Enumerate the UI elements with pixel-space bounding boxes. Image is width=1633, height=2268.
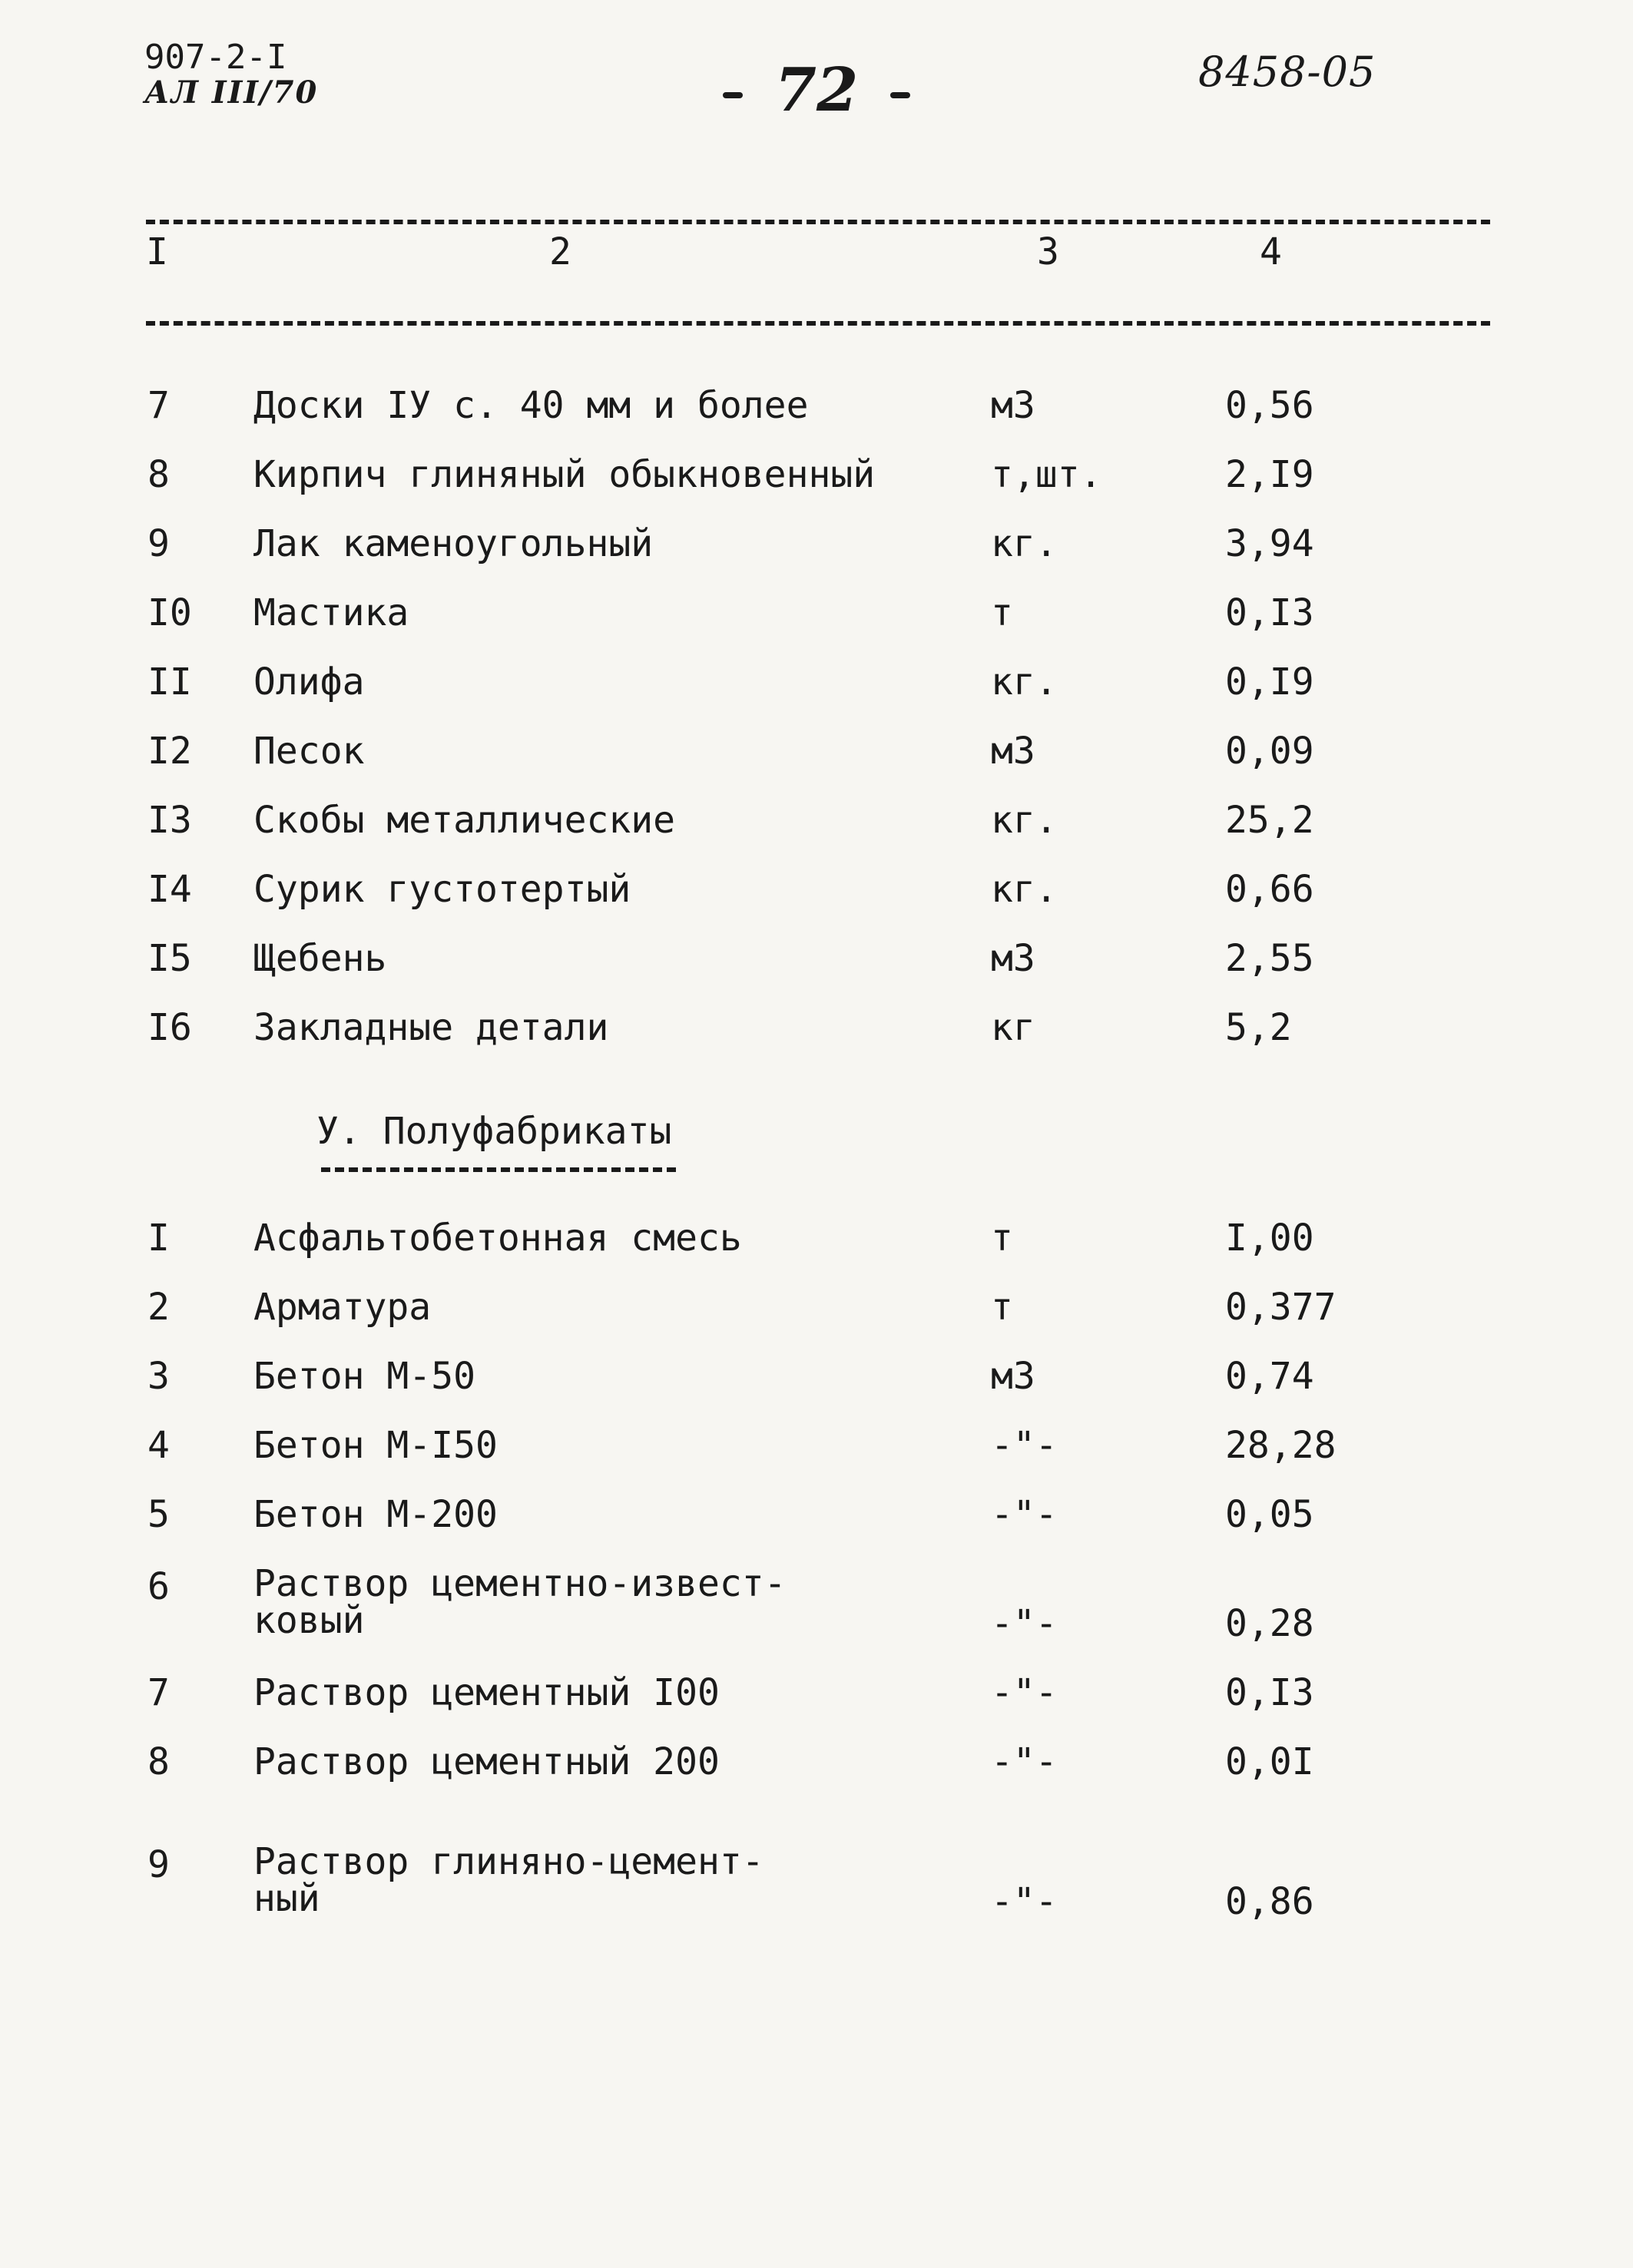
table-row: [0, 522, 1633, 584]
row-quantity: 0,56: [1225, 384, 1314, 427]
row-number: 9: [147, 522, 170, 565]
row-name: Сурик густотертый: [253, 868, 631, 911]
row-number: I6: [147, 1006, 192, 1049]
row-number: 2: [147, 1286, 170, 1329]
row-unit: м3: [991, 1355, 1035, 1398]
table-row: [0, 1424, 1633, 1485]
row-unit: кг.: [991, 799, 1058, 842]
row-name: Асфальтобетонная смесь: [253, 1217, 742, 1260]
row-quantity: 0,0I: [1225, 1740, 1314, 1783]
row-quantity: 0,05: [1225, 1493, 1314, 1536]
row-name: Мастика: [253, 591, 409, 634]
column-header-3: 3: [1037, 230, 1059, 273]
row-name: Щебень: [253, 937, 387, 980]
row-number: I: [147, 1217, 170, 1260]
row-name: Арматура: [253, 1286, 432, 1329]
row-number: 7: [147, 1671, 170, 1714]
row-number: I2: [147, 730, 192, 773]
row-number: 3: [147, 1355, 170, 1398]
table-row: [0, 1006, 1633, 1068]
row-name: Лак каменоугольный: [253, 522, 654, 565]
table-row: [0, 1355, 1633, 1416]
row-number: 8: [147, 1740, 170, 1783]
row-name: Доски IУ с. 40 мм и более: [253, 384, 809, 427]
row-quantity: 3,94: [1225, 522, 1314, 565]
page-number-dash-left: [723, 92, 743, 98]
row-quantity: 25,2: [1225, 799, 1314, 842]
table-row: [0, 1217, 1633, 1278]
table-row: [0, 1562, 1633, 1650]
row-quantity: 5,2: [1225, 1006, 1292, 1049]
table-row: [0, 1840, 1633, 1928]
row-unit: -"-: [991, 1740, 1058, 1783]
row-unit: т: [991, 1286, 1013, 1329]
archive-number: 8458-05: [1198, 48, 1376, 96]
table-row: [0, 1671, 1633, 1733]
row-name-line2: ковый: [253, 1599, 365, 1642]
row-name: Бетон М-50: [253, 1355, 475, 1398]
section-title-underline: [321, 1167, 676, 1172]
row-name: [253, 1562, 787, 1642]
row-number: 8: [147, 453, 170, 496]
table-row: [0, 1286, 1633, 1347]
row-quantity: 2,55: [1225, 937, 1314, 980]
row-quantity: 2,I9: [1225, 453, 1314, 496]
row-number: I4: [147, 868, 192, 911]
row-unit: кг.: [991, 522, 1058, 565]
row-unit: м3: [991, 937, 1035, 980]
row-name: Бетон М-I50: [253, 1424, 498, 1467]
row-quantity: 28,28: [1225, 1424, 1337, 1467]
row-unit: т: [991, 591, 1013, 634]
row-number: I3: [147, 799, 192, 842]
row-unit: -"-: [991, 1880, 1058, 1923]
page-number-dash-right: [890, 92, 910, 98]
row-number: I5: [147, 937, 192, 980]
row-unit: -"-: [991, 1493, 1058, 1536]
table-row: [0, 799, 1633, 860]
row-quantity: 0,28: [1225, 1602, 1314, 1645]
row-unit: кг: [991, 1006, 1035, 1049]
document-code-line1: 907-2-I: [144, 38, 287, 77]
row-unit: т,шт.: [991, 453, 1102, 496]
row-number: 5: [147, 1493, 170, 1536]
table-row: [0, 591, 1633, 653]
row-name-line1: Раствор глиняно-цемент-: [253, 1840, 764, 1883]
table-row: [0, 661, 1633, 722]
table-row: [0, 937, 1633, 998]
row-unit: м3: [991, 384, 1035, 427]
column-header-2: 2: [549, 230, 571, 273]
row-unit: т: [991, 1217, 1013, 1260]
column-header-1: I: [146, 230, 168, 273]
row-unit: -"-: [991, 1602, 1058, 1645]
row-quantity: 0,74: [1225, 1355, 1314, 1398]
table-row: [0, 384, 1633, 445]
row-quantity: 0,I3: [1225, 1671, 1314, 1714]
row-number: I0: [147, 591, 192, 634]
row-number: 4: [147, 1424, 170, 1467]
table-row: [0, 868, 1633, 929]
row-name: Закладные детали: [253, 1006, 609, 1049]
table-row: [0, 730, 1633, 791]
page-number-value: 72: [774, 55, 859, 125]
row-quantity: 0,09: [1225, 730, 1314, 773]
row-name: Песок: [253, 730, 365, 773]
table-row: [0, 1740, 1633, 1802]
row-name: Скобы металлические: [253, 799, 676, 842]
table-row: [0, 453, 1633, 515]
table-header-rule: [146, 321, 1490, 326]
row-number: II: [147, 661, 192, 704]
row-unit: кг.: [991, 661, 1058, 704]
row-unit: -"-: [991, 1671, 1058, 1714]
row-name: Бетон М-200: [253, 1493, 498, 1536]
page-number: [0, 55, 1633, 125]
row-name: [253, 1840, 764, 1920]
row-name: Раствор цементный 200: [253, 1740, 720, 1783]
column-header-4: 4: [1260, 230, 1282, 273]
row-unit: м3: [991, 730, 1035, 773]
row-quantity: 0,86: [1225, 1880, 1314, 1923]
row-name: Олифа: [253, 661, 365, 704]
row-quantity: 0,I9: [1225, 661, 1314, 704]
row-quantity: I,00: [1225, 1217, 1314, 1260]
row-quantity: 0,I3: [1225, 591, 1314, 634]
row-unit: кг.: [991, 868, 1058, 911]
row-number: 6: [147, 1565, 170, 1608]
row-name-line1: Раствор цементно-извест-: [253, 1562, 787, 1605]
section-title: У. Полуфабрикаты: [316, 1110, 672, 1153]
row-number: 7: [147, 384, 170, 427]
row-name: Раствор цементный I00: [253, 1671, 720, 1714]
row-number: 9: [147, 1843, 170, 1886]
row-unit: -"-: [991, 1424, 1058, 1467]
row-name-line2: ный: [253, 1877, 320, 1920]
row-name: Кирпич глиняный обыкновенный: [253, 453, 876, 496]
table-top-rule: [146, 220, 1490, 224]
row-quantity: 0,66: [1225, 868, 1314, 911]
table-row: [0, 1493, 1633, 1554]
document-code-line2: АЛ III/70: [144, 74, 319, 111]
row-quantity: 0,377: [1225, 1286, 1337, 1329]
